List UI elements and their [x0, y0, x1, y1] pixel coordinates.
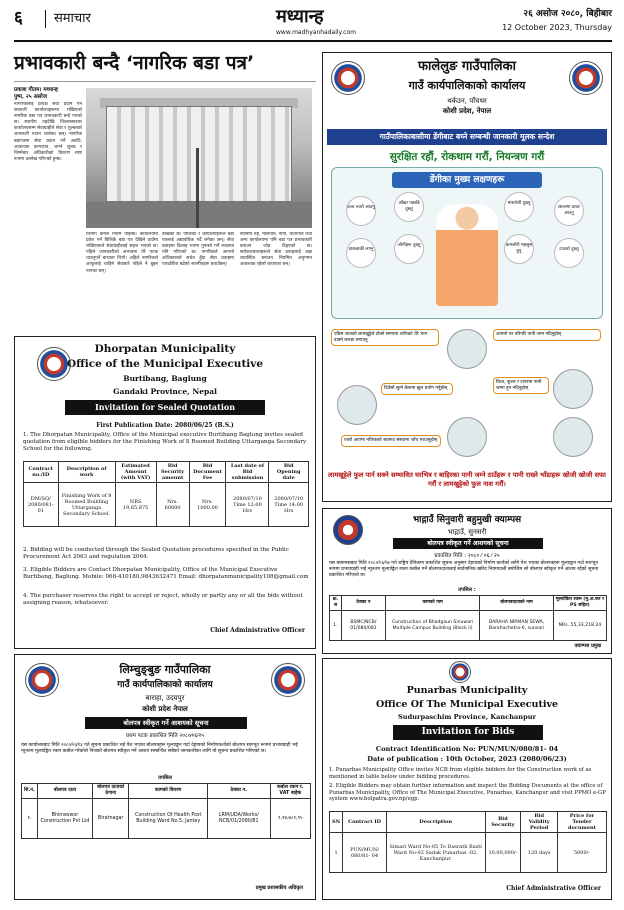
newspaper-logo: मध्यान्ह: [276, 6, 324, 27]
bhadgaun-campus-notice: [322, 508, 612, 654]
news-article: [14, 50, 316, 330]
table-cell: Simari Ward No-05 To Dasrath Basti Ward No-02 Sadak Punarbas -02, Kanchanpur.: [386, 833, 485, 873]
hand-wash-icon: [553, 417, 593, 457]
publication-date: First Publication Date: 2080/06/25 (B.S.): [96, 422, 234, 429]
photo-flagpole: [196, 148, 199, 228]
notice-title: Punarbas Municipality: [406, 685, 528, 696]
article-column-1: नागरिकलाई प्रत्यक्ष सेवा प्रदान गर्ने सरकारी कार्यालयहरूमा राखिएको नागरिक बडा पत्र प्रभावकारी बन्दै गएको छ। स्थानीय तहदेखि जिल्लास्तरका कार्यालयसम्म सेवाग्राहीले सेवा र शुल्कबारे जानकारी पाउन थालेका छन्। नागरिक बडापत्रमा सेवा प्रदान गर्ने अवधि, आवश्यक कागजात, लाग्ने शुल्क र जिम्मेवार अधिकारीको विवरण स्पष्ट रूपमा उल्लेख गरिएको हुन्छ।: [14, 102, 82, 162]
symptoms-title: डेंगीका मुख्य लक्षणहरू: [392, 172, 542, 188]
notice-subtitle: Office of the Municipal Executive: [66, 358, 264, 370]
table-header: Description: [386, 812, 485, 833]
table-header: ठेक्का न: [342, 596, 386, 611]
table-cell: PUN/MUN/ 080/81- 04: [343, 833, 387, 873]
tip-5: ज्वरो आएमा नजिकको स्वास्थ्य संस्थामा जाँच गराउनुहोस्: [341, 435, 441, 447]
article-column-2: विभाग कमैले नियमै पाइन्छ। कार्यालयमा प्रवेश गर्ने बित्तिकै बडा पत्र देखिने ठाउँमा राखिएकाले सेवाग्राहीलाई सहज भएको छ। पहिले जानकारीको अभावमा धेरै पटक धाउनुपर्ने बाध्यता थियो। अहिले नागरिकले आफूलाई चाहिने सेवाबारे पहिले नै बुझ्न पाएका छन्।: [86, 232, 158, 274]
clause-4: 4. The purchaser reserves the right to accept or reject, wholly or partly any or all the bids without assigning reason, whatsoever.: [23, 593, 303, 606]
symptom-headache: टाउको दुख्नु: [554, 238, 584, 268]
symptom-nausea: वाकवाकी लाग्नु: [346, 238, 376, 268]
notice-title: Dhorpatan Municipality: [94, 343, 236, 355]
notice-title: फालेलुङ गाउँपालिका: [418, 59, 516, 74]
table-cell: Construction of Bhadgaun Sinuwari Multiple Campus Building (Block ii): [385, 611, 479, 641]
clause-2: 2. Eligible Bidders may obtain further information and inspect the Bidding Documents at the office of Punarbas Municipality, Office of The Municipal Executive, Punarbas, Kanchanpur and visit PPMO e-GP system www.bolpatra.gov.np/egp.: [329, 783, 606, 803]
notice-title: भाद्गाउँ सिनुवारी बहुमुखी क्याम्पस: [412, 515, 522, 525]
table-header: सि.न.: [22, 784, 38, 799]
tip-4: फ्रिज, कूलर र टायरमा पानी जम्मा हुन नदिनुहोस्: [493, 377, 549, 394]
table-header: बोलपत्र दाता: [37, 784, 92, 799]
table-row: [22, 799, 311, 839]
clause-3: 3. Eligible Bidders are Contact Dhorpatan Municipality, Office of the Municipal Executive Burtibang, Baglung. Mobile: 068-410180,9843632471 Email: dhorpatanmunicipality108@gmail.com: [23, 567, 309, 580]
notice-place: थर्कउन, पाँचथर: [447, 97, 487, 105]
table-header: ठेक्का न.: [208, 784, 271, 799]
table-header: Price for Tender document: [557, 812, 606, 833]
table-header: SN: [330, 812, 343, 833]
symptom-eye-pain: आँखा पछाडि दुख्नु: [394, 192, 424, 222]
table-cell: 2080/07/10 Time 12:00 Hrs: [226, 483, 269, 527]
bid-table: [329, 811, 607, 873]
symptom-weakness: कमजोरी महसुस हुनु: [504, 234, 534, 264]
prevention-tips: [331, 325, 603, 465]
notice-place: भाद्गाउँ, सुनसरी: [447, 528, 487, 536]
table-header: Bid Document Fee: [189, 462, 226, 483]
notice-subtitle: Office Of The Municipal Executive: [375, 699, 559, 710]
date-nepali: २६ असोज २०८०, बिहीबार: [523, 9, 612, 19]
table-header: Description of work: [58, 462, 115, 483]
table-header-row: [330, 596, 607, 611]
table-cell: 10,00,000/-: [485, 833, 521, 873]
article-photo-building: [86, 88, 312, 228]
article-column-3: बाखर्को छ। पालिका र कार्यालयहरूले बडा पत्रलाई अद्यावधिक गर्दै लगेका छन्। सेवा प्रवाहमा ढिलाइ भएमा गुनासो गर्ने व्यवस्था पनि गरिएको छ। नागरिकले आफ्नो अधिकारबारे सचेत हुँदा सेवा प्रवाहमा पारदर्शिता बढेको स्थानीयहरू बताउँछन्।: [162, 232, 234, 268]
table-cell: DM/SQ/ 2080/081-01: [24, 483, 59, 527]
notice-footer: लामखुट्टेले फुल पार्न सक्ने सम्भावित घरभित्र र बाहिरका पानी जम्ने ठाउँहरू र पानी राख्ने भाँडाहरू खोजी खोजी सफा गरौं र लामखुट्टेको फुल नाश गरौं।: [328, 471, 606, 488]
quotation-table: [23, 461, 309, 527]
table-cell: 120 days: [521, 833, 558, 873]
notice-province: कोशी प्रदेश, नेपाल: [442, 107, 492, 115]
clause-1: 1. The Dhorpatan Municipality, Office of the Municipal executive Burtibang Baglung invites sealed quotation from eligible bidders for the Finishing Work of 8 Roomed Building Uttarganga Secondary School for the following.: [23, 432, 307, 452]
table-cell: 1.: [330, 611, 342, 641]
sick-person-illustration: [436, 204, 498, 306]
bid-table: [329, 595, 607, 641]
table-cell: BSMC/NCB/ 01/080/081: [342, 611, 386, 641]
table-cell: 2080/07/10 Time 14:00 Hrs: [269, 483, 309, 527]
notice-body: यस क्याम्पसबाट मिति २०८०⁄०६⁄०७ गते राष्ट्रिय दैनिकमा प्रकाशित सूचना अनुसार देहायको निर्माण कार्यको लागि पेश भएका बोलपत्रहरू मूल्याङ्कन गर्दा सारभूत रूपमा प्रभावग्राही भई न्यूनतम मूल्याङ्कित रकम कबोल गर्ने बोलपत्रदातालाई सार्वजनिक खरिद नियमावली बमोजिम सो बोलपत्र स्वीकृत गर्ने आशय रहेको सूचना प्रकाशित गरिएको छ।: [329, 561, 599, 578]
list-title: तपसिल :: [458, 587, 476, 593]
notice-province: Gandaki Province, Nepal: [113, 387, 217, 396]
dhorpatan-quotation-notice: [14, 336, 316, 649]
notice-subtitle: गाउँ कार्यपालिकाको कार्यालय: [117, 680, 213, 690]
dengue-symptoms-card: [331, 167, 603, 319]
table-cell: Nrs. 60000: [156, 483, 189, 527]
notice-subtitle: गाउँ कार्यपालिकाको कार्यालय: [408, 79, 526, 92]
safety-slogan: सुरक्षित रहौं, रोकथाम गरौं, नियन्त्रण गरौं: [389, 151, 545, 163]
notice-place: बाराहा, उदयपुर: [145, 694, 185, 702]
symptom-rash: छालामा डावर आउनु: [554, 196, 584, 226]
table-cell: Construction Of Health Post Building Ward No.5, Jantey: [129, 799, 208, 839]
table-header: Estimated Amount (with VAT): [115, 462, 156, 483]
signatory: क्याम्पस प्रमुख: [574, 643, 601, 649]
table-header: बोलपत्र दाताको ठेगाना: [93, 784, 129, 799]
table-cell: १.: [22, 799, 38, 839]
photo-building: [106, 106, 292, 202]
table-cell: BARAHA NIRMAN SEWA, Barahachetra-6, sunsari: [480, 611, 554, 641]
publication-date: प्रथम पटक प्रकाशित मिति २०८०⁄०६⁄२५: [125, 733, 205, 739]
notice-band: बोलपत्र स्वीकृत गर्ने आशयको सूचना: [393, 538, 543, 549]
article-headline: प्रभावकारी बन्दै ‘नागरिक बडा पत्र’: [14, 50, 316, 82]
mosquito-icon: [447, 329, 487, 369]
fallelung-dengue-notice: [322, 52, 612, 502]
tire-icon: [553, 369, 593, 409]
bid-table: [21, 783, 311, 839]
date-english: 12 October 2023, Thursday: [502, 23, 612, 32]
notice-band: गाउँपालिकाबासीमा डेंगीबाट बच्ने सम्बन्धी जानकारी मूलक सन्देश: [327, 129, 607, 145]
table-row: [330, 833, 607, 873]
notice-place: Burtibang, Baglung: [123, 374, 207, 383]
signatory: प्रमुख प्रशासकीय अधिकृत: [255, 885, 303, 891]
punarbas-bid-notice: [322, 658, 612, 900]
tip-1: एडिस जातको लामखुट्टेले टोक्ने समयमा शरीरको धेरै भाग ढाक्ने कपडा लगाउनु: [331, 329, 439, 346]
table-header: बोलपत्रदाताको नाम: [480, 596, 554, 611]
table-cell: NRs. 55,33,218.24: [553, 611, 606, 641]
page-number: ६: [14, 8, 23, 28]
newspaper-url: www.madhyanhadaily.com: [276, 29, 356, 36]
limchungbung-notice: [14, 654, 316, 900]
table-header: Last date of Bid submission: [226, 462, 269, 483]
masthead: [14, 6, 612, 42]
table-cell: 1: [330, 833, 343, 873]
table-header: कामको विवरण: [129, 784, 208, 799]
table-header-row: [24, 462, 309, 483]
table-cell: Biratnagar: [93, 799, 129, 839]
notice-province: Sudurpaschim Province, Kanchanpur: [398, 713, 536, 721]
table-header: मूल्यांकित रकम (मु.अ.कर र PS सहित): [553, 596, 606, 611]
clause-1: 1. Punarbas Municipality Office invites NCB from eligible bidders for the Construction work of as mentioned in table below under bidding procedures.: [329, 767, 592, 780]
publication-date: Date of publication : 10th October, 2023 (2080/06/23): [367, 755, 567, 763]
table-header: क्र. स: [330, 596, 342, 611]
tip-3: दिउँसो सुत्ने बेलामा झुल प्रयोग गर्नुहोस्: [381, 383, 453, 395]
table-cell: Finishing Work of 8 Roomed Building Uttarganga Secondary School.: [58, 483, 115, 527]
notice-body: यस कार्यालयबाट मिति २०८०⁄०६⁄१३ गते सूचना प्रकाशित भई पेश भएका बोलपत्रहरू मूल्याङ्कन गर्दा देहायको निर्माणकर्ताको बोलपत्र सारभूत रूपमा प्रभावग्राही भई न्यूनतम मूल्याङ्कित रकम कबोल गरेकोले निजको बोलपत्र स्वीकृत गर्ने आशय सम्बन्धित सबैको जानकारीका लागि यो सूचना प्रकाशित गरिएको छ।: [21, 743, 298, 754]
table-header-row: [22, 784, 311, 799]
article-byline: प्रकाश गौतम। मध्यान्ह पुष्प, २५ असोज: [14, 87, 58, 100]
table-cell: LRM/UDA/Works/ NCB/01/2080/81: [208, 799, 271, 839]
list-title: तपसिल: [158, 775, 172, 781]
symptom-high-fever: उच्च ज्वरो आउनु: [346, 196, 376, 226]
table-cell: 5000/-: [557, 833, 606, 873]
table-header: Contract no./ID: [24, 462, 59, 483]
table-cell: Nrs. 1000.00: [189, 483, 226, 527]
table-row: [330, 611, 607, 641]
table-header: Bid Security amount: [156, 462, 189, 483]
net-icon: [337, 385, 377, 425]
table-header: Bid Opening date: [269, 462, 309, 483]
notice-band: Invitation for Sealed Quotation: [65, 400, 265, 415]
article-column-4: स्थानीय तह, मालपोत, नापी, यातायात तथा अन्य कार्यालयमा पनि बडा पत्र प्रभावकारी बनाउन जोड दिइएको छ। सरोकारवालाहरूले सेवा प्रवाहलाई अझ व्यवस्थित बनाउन नियमित अनुगमन आवश्यक रहेको बताएका छन्।: [240, 232, 312, 268]
notice-band: Invitation for Bids: [393, 725, 543, 740]
nepal-emblem-icon: [449, 661, 471, 683]
table-cell: ९,१७,७८१,९५: [270, 799, 310, 839]
notice-province: कोशी प्रदेश नेपाल: [142, 705, 188, 713]
notice-title: लिम्चुङ्बुङ गाउँपालिका: [119, 663, 211, 676]
table-cell: Bhimeswor Construction Pvt Ltd: [37, 799, 92, 839]
clause-2: 2. Bidding will be conducted through the Sealed Quotation procedures specified in the Public Procurement Act 2063 and regulation 2064.: [23, 547, 289, 560]
table-header: कबोल रकम र. VAT बाहेक: [270, 784, 310, 799]
table-header: Contract ID: [343, 812, 387, 833]
notice-band: बोलपत्र स्वीकृत गर्ने आशयको सूचना: [85, 717, 247, 729]
symptom-joint-pain: जोर्नीहरू दुख्नु: [394, 234, 424, 264]
contract-id: Contract Identification No: PUN/MUN/080/81- 04: [375, 745, 559, 753]
section-name: समाचार: [54, 11, 91, 26]
signatory: Chief Administrative Officer: [210, 627, 305, 634]
table-header: Bid Security: [485, 812, 521, 833]
masthead-divider: [45, 10, 46, 28]
table-header: Bid Validity Period: [521, 812, 558, 833]
family-icon: [447, 417, 487, 457]
table-header: कामको नाम: [385, 596, 479, 611]
table-cell: NRS 19,65,875: [115, 483, 156, 527]
photo-ground: [86, 202, 312, 228]
symptom-muscle-pain: मांसपेशी दुख्नु: [504, 192, 534, 222]
publication-date: प्रकाशित मिति : २०८० ⁄ ०६ ⁄ २५: [434, 553, 500, 559]
tip-2: आफ्नो घर वरिपरि पानी जम्न नदिनुहोस्: [493, 329, 601, 341]
table-header-row: [330, 812, 607, 833]
table-row: [24, 483, 309, 527]
signatory: Chief Administrative Officer: [506, 885, 601, 892]
